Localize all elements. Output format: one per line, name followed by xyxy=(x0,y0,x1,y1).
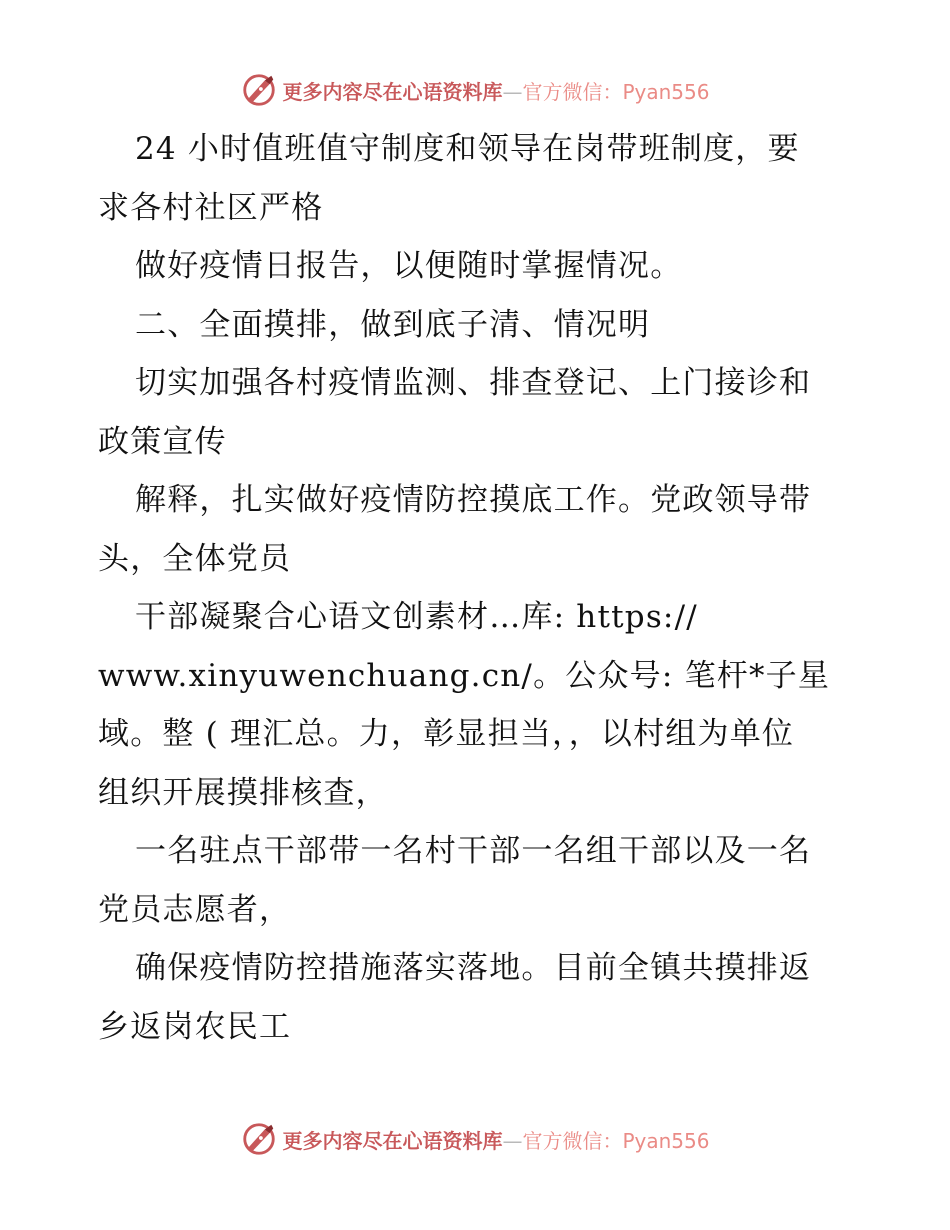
pen-nib-logo-icon xyxy=(240,71,278,109)
body-line: www.xinyuwenchuang.cn/。公众号: 笔杆*子星 xyxy=(98,657,831,694)
pen-nib-logo-icon xyxy=(240,1120,278,1158)
banner-separator: — xyxy=(502,1128,523,1153)
body-line: 确保疫情防控措施落实落地。目前全镇共摸排返 xyxy=(135,950,812,986)
body-line: 一名驻点干部带一名村干部一名组干部以及一名 xyxy=(135,833,812,869)
body-line: 求各村社区严格 xyxy=(98,189,324,226)
body-line: 24 小时值班值守制度和领导在岗带班制度，要 xyxy=(135,131,800,167)
banner-wechat-text: 官方微信：Pyan556 xyxy=(522,1128,710,1153)
document-body xyxy=(98,120,868,1056)
section-heading: 二、全面摸排，做到底子清、情况明 xyxy=(135,306,651,343)
banner-separator: — xyxy=(502,79,523,104)
banner-main-text: 更多内容尽在心语资料库 xyxy=(282,1128,503,1153)
banner-text xyxy=(282,76,709,105)
body-line: 干部凝聚合心语文创素材…库: https:// xyxy=(135,599,698,635)
body-line: 头，全体党员 xyxy=(98,540,292,577)
banner-wechat-text: 官方微信：Pyan556 xyxy=(522,79,710,104)
body-line: 乡返岗农民工 xyxy=(98,1008,292,1045)
body-line: 政策宣传 xyxy=(98,423,227,460)
body-line: 切实加强各村疫情监测、排查登记、上门接诊和 xyxy=(135,365,812,401)
body-line: 组织开展摸排核查， xyxy=(98,774,388,811)
body-line: 党员志愿者， xyxy=(98,891,292,928)
body-line: 域。整 ( 理汇总。力，彰显担当，，以村组为单位 xyxy=(98,716,795,752)
banner-text xyxy=(282,1125,709,1154)
body-line: 解释，扎实做好疫情防控摸底工作。党政领导带 xyxy=(135,482,812,518)
header-banner xyxy=(0,68,950,112)
banner-main-text: 更多内容尽在心语资料库 xyxy=(282,79,503,104)
body-line: 做好疫情日报告，以便随时掌握情况。 xyxy=(135,248,683,284)
footer-banner xyxy=(0,1117,950,1161)
